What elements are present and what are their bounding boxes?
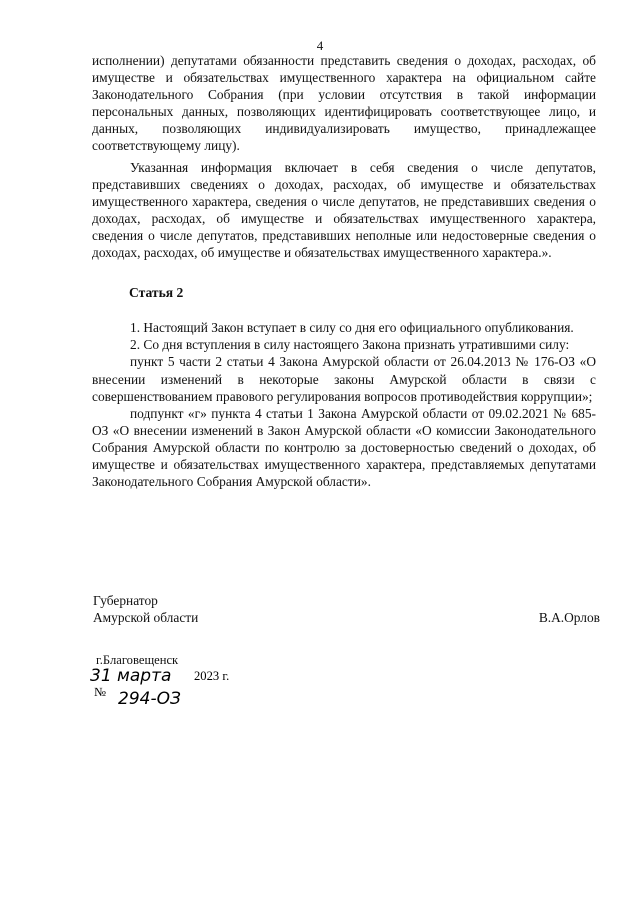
signatory-position-line2: Амурской области — [93, 610, 199, 625]
place-of-signing: г.Благовещенск — [96, 653, 179, 667]
page-number: 4 — [316, 38, 324, 53]
paragraph-repeal-1: пункт 5 части 2 статьи 4 Закона Амурской области от 26.04.2013 № 176-ОЗ «О внесении изменений в некоторые законы Амурской области в связи с совершенствованием правового регулирования вопросов противодействия коррупции»; — [92, 354, 596, 404]
paragraph-item-1: 1. Настоящий Закон вступает в силу со дня его официального опубликования. — [130, 320, 574, 336]
date-year: 2023 г. — [194, 669, 230, 683]
article-heading: Статья 2 — [129, 285, 184, 301]
paragraph-item-2: 2. Со дня вступления в силу настоящего Закона признать утратившими силу: — [130, 337, 570, 353]
signatory-position-line1: Губернатор — [93, 593, 158, 608]
signatory-name: В.А.Орлов — [538, 610, 600, 625]
paragraph-repeal-2: подпункт «г» пункта 4 статьи 1 Закона Амурской области от 09.02.2021 № 685-ОЗ «О внесении изменений в Закон Амурской области «О комиссии Законодательного Собрания Амурской области по контролю за достоверностью сведений о доходах, об имуществе и обязательствах имущественного характера, представляемых депутатами Законодательного Собрания Амурской области». — [92, 405, 596, 490]
handwritten-date-number — [88, 664, 258, 710]
paragraph-continuation: исполнении) депутатами обязанности представить сведения о доходах, расходах, об имуществе и обязательствах имущественного характера на официальном сайте Законодательного Собрания (при условии отсутствия в такой информации персональных данных, позволяющих идентифицировать соответствующее лицо, и данных, позволяющих индивидуализировать имущество, принадлежащее соответствующему лицу). — [92, 53, 596, 154]
handwritten-law-number: 294-ОЗ — [118, 689, 181, 709]
signature-block — [93, 592, 600, 626]
handwritten-date: 31 марта — [90, 666, 172, 686]
number-sign: № — [94, 685, 107, 699]
document-body — [92, 52, 596, 490]
paragraph-info: Указанная информация включает в себя сведения о числе депутатов, представивших сведениях о доходах, расходах, об имуществе и обязательствах имущественного характера, сведения о числе депутатов, не представивших сведения о доходах, расходах, об имуществе и обязательствах имущественного характера, сведения о числе депутатов, представивших неполные или недостоверные сведения о доходах, расходах, об имуществе и обязательствах имущественного характера.». — [92, 159, 596, 261]
